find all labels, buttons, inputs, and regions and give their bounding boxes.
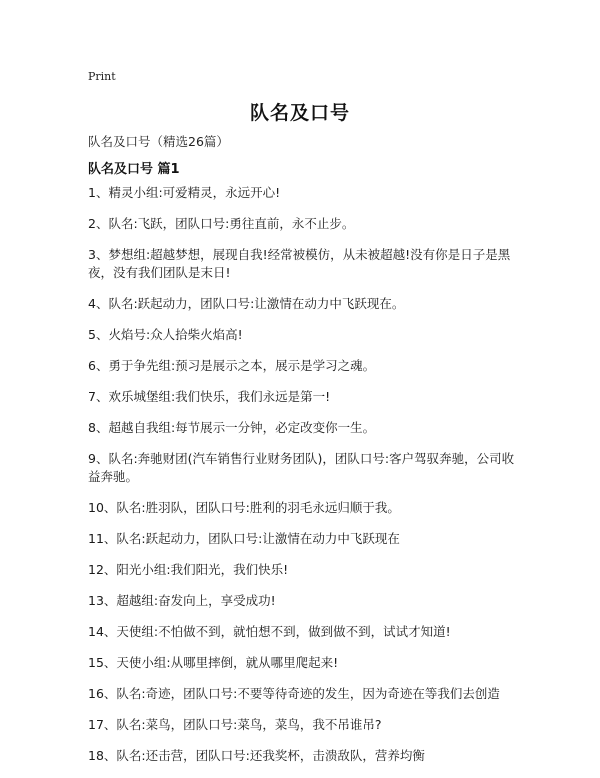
- section-heading: 队名及口号 篇1: [88, 162, 180, 177]
- list-item: 2、队名:飞跃，团队口号:勇往直前，永不止步。: [88, 216, 355, 231]
- list-item: 18、队名:还击营，团队口号:还我奖杯，击溃敌队，营养均衡: [88, 748, 425, 763]
- document-subtitle: 队名及口号（精选26篇）: [88, 134, 229, 149]
- print-link[interactable]: Print: [88, 70, 116, 83]
- list-item: 12、阳光小组:我们阳光，我们快乐!: [88, 562, 289, 577]
- list-item: 13、超越组:奋发向上，享受成功!: [88, 593, 276, 608]
- slogan-list: [88, 184, 518, 778]
- list-item: 7、欢乐城堡组:我们快乐，我们永远是第一!: [88, 389, 331, 404]
- list-item: 10、队名:胜羽队，团队口号:胜利的羽毛永远归顺于我。: [88, 500, 400, 515]
- list-item: 5、火焰号:众人拾柴火焰高!: [88, 327, 243, 342]
- list-item: 9、队名:奔驰财团(汽车销售行业财务团队)，团队口号:客户驾驭奔驰，公司收益奔驰。: [88, 451, 515, 484]
- list-item: 4、队名:跃起动力，团队口号:让激情在动力中飞跃现在。: [88, 296, 405, 311]
- list-item: 8、超越自我组:每节展示一分钟，必定改变你一生。: [88, 420, 376, 435]
- document-title: 队名及口号: [249, 102, 350, 124]
- list-item: 1、精灵小组:可爱精灵，永远开心!: [88, 185, 281, 200]
- list-item: 15、天使小组:从哪里摔倒，就从哪里爬起来!: [88, 655, 339, 670]
- list-item: 6、勇于争先组:预习是展示之本，展示是学习之魂。: [88, 358, 376, 373]
- list-item: 16、队名:奇迹，团队口号:不要等待奇迹的发生，因为奇迹在等我们去创造: [88, 686, 500, 701]
- list-item: 17、队名:菜鸟，团队口号:菜鸟，菜鸟，我不吊谁吊?: [88, 717, 382, 732]
- list-item: 3、梦想组:超越梦想，展现自我!经常被模仿，从未被超越!没有你是日子是黑夜，没有我们团队是末日!: [88, 247, 511, 280]
- list-item: 14、天使组:不怕做不到，就怕想不到，做到做不到，试试才知道!: [88, 624, 451, 639]
- list-item: 11、队名:跃起动力，团队口号:让激情在动力中飞跃现在: [88, 531, 400, 546]
